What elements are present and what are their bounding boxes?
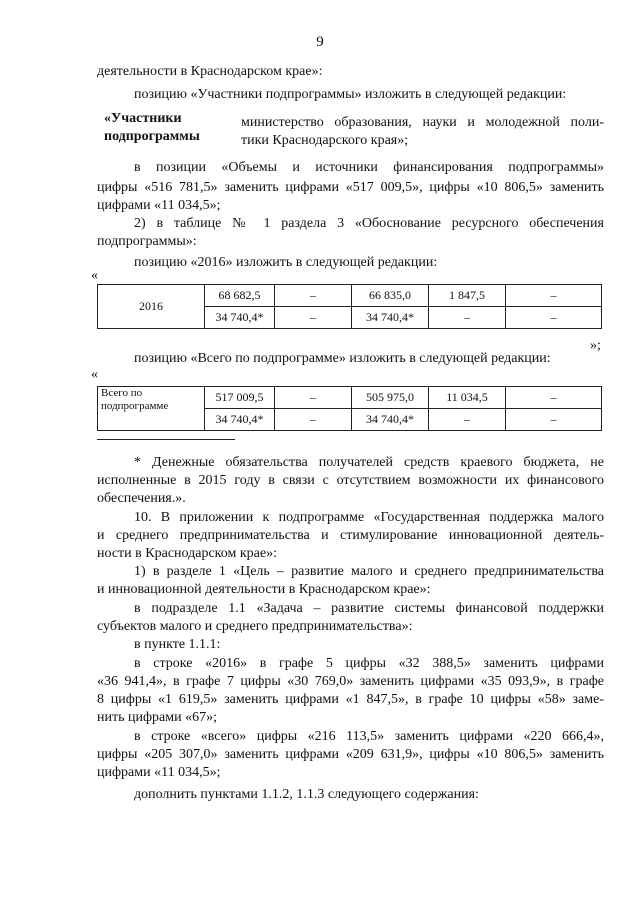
text-line: в строке «всего» цифры «216 113,5» заменить цифрами «220 666,4», (134, 729, 604, 744)
footnote-line: обеспечения.». (97, 491, 186, 506)
text-line: 1) в разделе 1 «Цель – развитие малого и среднего предпринимательства (134, 564, 604, 579)
table-cell: 34 740,4* (352, 307, 429, 329)
table-cell: – (275, 409, 352, 431)
text-line: цифрами «11 034,5»; (97, 765, 221, 780)
text-line: позицию «Участники подпрограммы» изложить в следующей редакции: (134, 87, 567, 102)
text-line: 10. В приложении к подпрограмме «Государственная поддержка малого (134, 510, 604, 525)
table-cell: 68 682,5 (205, 285, 275, 307)
participants-label: «Участники (104, 111, 182, 126)
page-number: 9 (316, 34, 324, 50)
quote-mark: »; (590, 338, 601, 353)
text-line: подпрограммы»: (97, 234, 197, 249)
text-line: цифры «205 307,0» заменить цифрами «209 631,9», цифры «10 806,5» заменить (97, 747, 604, 762)
participants-text: министерство образования, науки и молодежной поли- (241, 115, 604, 130)
table-2016 (97, 284, 602, 329)
text-line: 2) в таблице № 1 раздела 3 «Обоснование ресурсного обеспечения (134, 216, 604, 231)
table-row (98, 285, 602, 307)
text-line: в подразделе 1.1 «Задача – развитие системы финансовой поддержки (134, 601, 604, 616)
table-cell-label: Всего по подпрограмме (98, 387, 205, 431)
table-cell: 34 740,4* (205, 409, 275, 431)
table-cell: – (506, 409, 602, 431)
text-line: цифры «516 781,5» заменить цифрами «517 009,5», цифры «10 806,5» заменить (97, 180, 604, 195)
text-line: цифрами «11 034,5»; (97, 198, 221, 213)
text-line: 8 цифры «1 619,5» заменить цифрами «1 847,5», в графе 10 цифры «58» заме- (97, 692, 604, 707)
participants-text: тики Краснодарского края»; (241, 133, 409, 148)
text-line: дополнить пунктами 1.1.2, 1.1.3 следующего содержания: (134, 787, 479, 802)
text-line: и инновационной деятельности в Краснодарском крае»: (97, 582, 431, 597)
table-cell: – (506, 285, 602, 307)
table-cell: 505 975,0 (352, 387, 429, 409)
table-cell: – (275, 387, 352, 409)
participants-label: подпрограммы (104, 129, 200, 144)
table-cell: – (429, 307, 506, 329)
text-line: позицию «2016» изложить в следующей редакции: (134, 255, 438, 270)
table-cell: – (275, 285, 352, 307)
text-line: «36 941,4», в графе 7 цифры «30 769,0» заменить цифрами «35 093,9», в графе (97, 674, 604, 689)
text-line: в позиции «Объемы и источники финансирования подпрограммы» (134, 160, 604, 175)
footnote-line: исполненные в 2015 году в связи с отсутствием возможности их финансового (97, 473, 604, 488)
table-cell: – (429, 409, 506, 431)
quote-mark: « (91, 367, 98, 382)
quote-mark: « (91, 268, 98, 283)
text-line: и среднего предпринимательства и стимулирование инновационной деятель- (97, 528, 604, 543)
table-cell: – (506, 387, 602, 409)
table-cell: 34 740,4* (352, 409, 429, 431)
table-cell: 11 034,5 (429, 387, 506, 409)
text-line: деятельности в Краснодарском крае»: (97, 64, 323, 79)
table-row (98, 387, 602, 409)
text-line: нить цифрами «67»; (97, 710, 217, 725)
table-cell: – (506, 307, 602, 329)
footnote-rule (97, 439, 235, 440)
text-line: в строке «2016» в графе 5 цифры «32 388,5» заменить цифрами (134, 656, 604, 671)
table-total (97, 386, 602, 431)
table-cell: 66 835,0 (352, 285, 429, 307)
footnote-line: * Денежные обязательства получателей средств краевого бюджета, не (134, 455, 604, 470)
text-line: ности в Краснодарском крае»: (97, 546, 277, 561)
text-line: субъектов малого и среднего предпринимательства»: (97, 619, 413, 634)
table-cell: 1 847,5 (429, 285, 506, 307)
table-cell-year: 2016 (98, 285, 205, 329)
text-line: позицию «Всего по подпрограмме» изложить в следующей редакции: (134, 351, 551, 366)
text-line: в пункте 1.1.1: (134, 637, 221, 652)
table-cell: 517 009,5 (205, 387, 275, 409)
table-cell: 34 740,4* (205, 307, 275, 329)
table-cell: – (275, 307, 352, 329)
